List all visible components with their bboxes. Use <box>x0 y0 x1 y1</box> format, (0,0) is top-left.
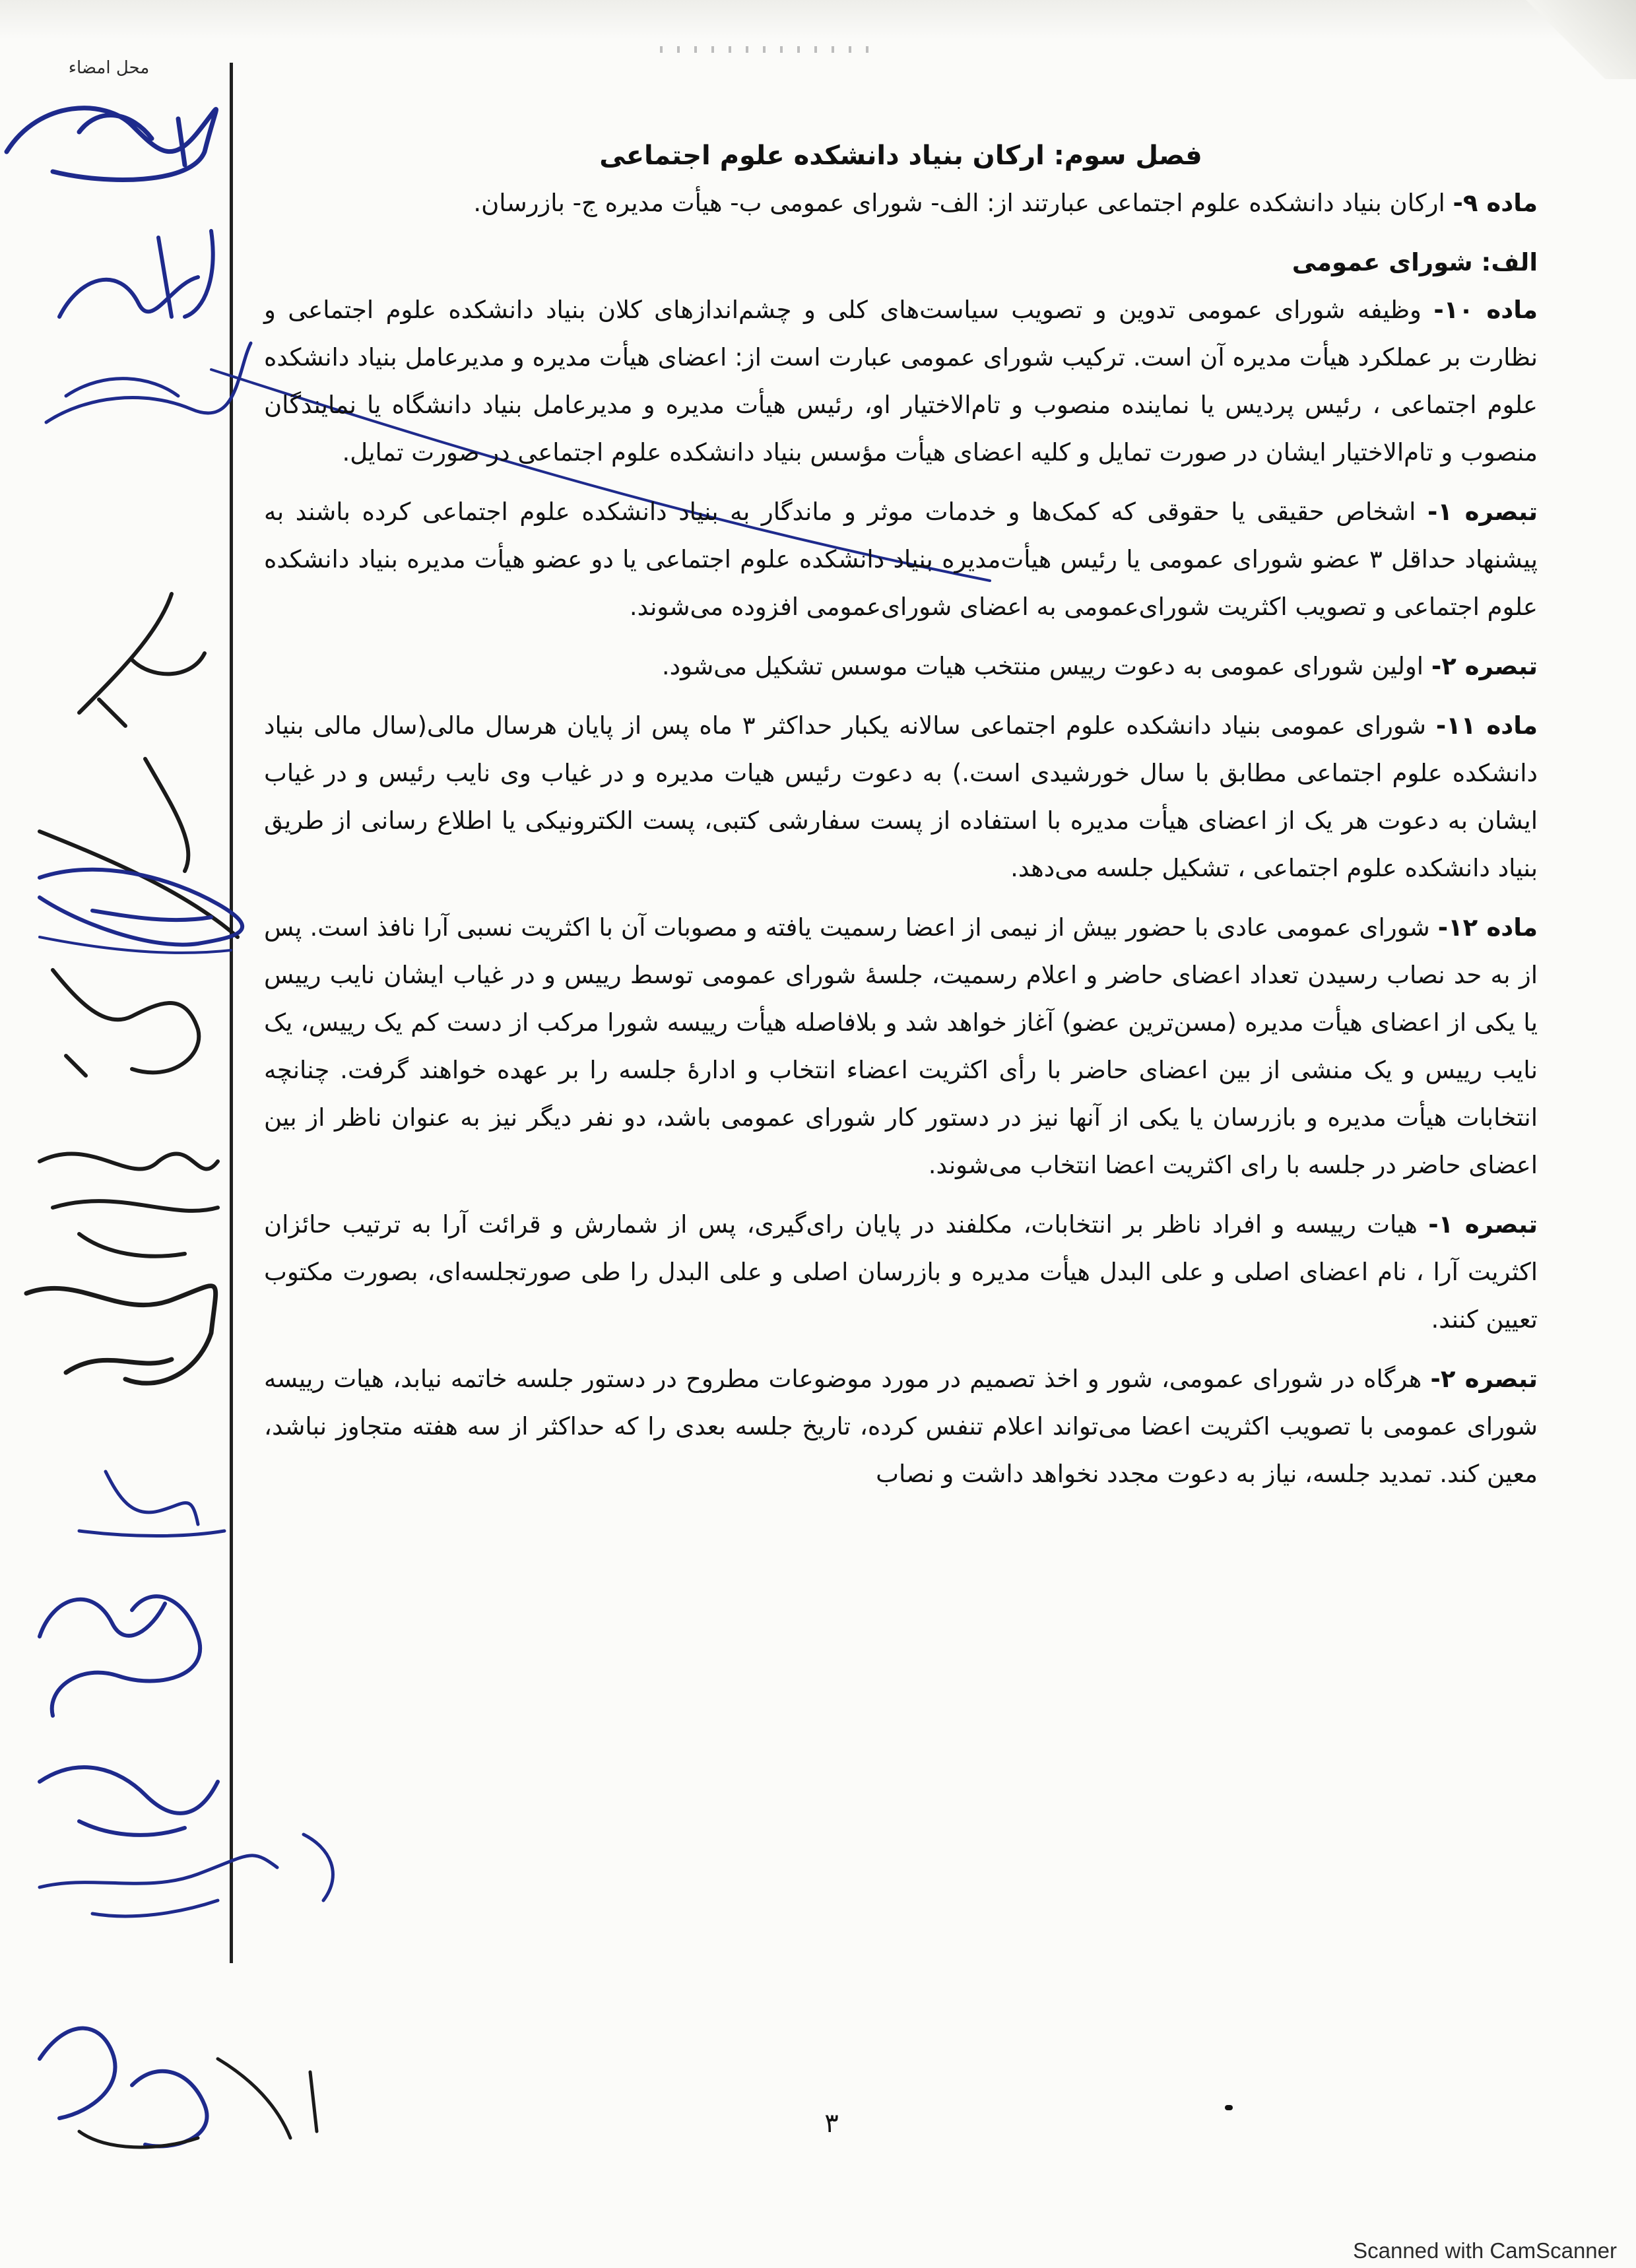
signature-6 <box>40 870 242 945</box>
article-12-note-1-label: تبصره ۱- <box>1428 1210 1538 1239</box>
article-12-note-2-text: هرگاه در شورای عمومی، شور و اخذ تصمیم در مورد موضوعات مطروح در دستور جلسه خاتمه نیابد، هیات رییسه شورای عمومی با تصویب اکثریت اعضا می‌تواند اعلام تنفس کرده، تاریخ جلسه بعدی را که حداکثر از سه هفته متجاوز نباشد، معین کند. تمدید جلسه، نیاز به دعوت مجدد نخواهد داشت و نصاب <box>264 1365 1538 1488</box>
article-12 <box>264 904 1538 1189</box>
page-number: ۳ <box>824 2108 839 2139</box>
signature-3 <box>46 343 251 422</box>
article-10-label: ماده ۱۰- <box>1433 296 1538 324</box>
signature-5 <box>40 759 238 937</box>
signature-1 <box>7 108 216 180</box>
article-10-note-1-text: اشخاص حقیقی یا حقوقی که کمک‌ها و خدمات موثر و ماندگار به بنیاد دانشکده علوم اجتماعی کرده باشند به پیشنهاد حداقل ۳ عضو شورای عمومی یا رئیس هیأت‌مدیره بنیاد دانشکده علوم اجتماعی یا دو عضو هیأت مدیره بنیاد دانشکده علوم اجتماعی و تصویب اکثریت شورای‌عمومی به اعضای شورای‌عمومی افزوده می‌شوند. <box>264 498 1538 621</box>
signature-1b <box>79 115 185 165</box>
article-11-label: ماده ۱۱- <box>1435 711 1538 740</box>
document-body <box>264 132 1538 1510</box>
article-10-note-2 <box>264 643 1538 690</box>
section-a-title: الف: شورای عمومی <box>1292 248 1538 276</box>
signature-area-label: محل امضاء <box>68 58 150 78</box>
signature-12 <box>40 1767 218 1835</box>
article-10-note-2-text: اولین شورای عمومی به دعوت رییس منتخب هیات موسس تشکیل می‌شود. <box>661 652 1424 680</box>
signature-9 <box>26 1286 216 1383</box>
article-10-note-1 <box>264 488 1538 631</box>
article-9 <box>264 179 1538 227</box>
article-10 <box>264 286 1538 476</box>
article-9-label: ماده ۹- <box>1453 189 1538 217</box>
signature-8 <box>40 1153 218 1256</box>
article-12-text: شورای عمومی عادی با حضور بیش از نیمی از اعضا رسمیت یافته و مصوبات آن با اکثریت نسبی آرا نافذ است. پس از به حد نصاب رسیدن تعداد اعضای حاضر و اعلام رسمیت، جلسهٔ شورای عمومی توسط رییس و در غیاب ایشان نایب رییس یا یکی از اعضای هیأت مدیره (مسن‌ترین عضو) آغاز خواهد شد و بلافاصله هیأت رییسه شورا مرکب از دست کم یک رییس، یک نایب رییس و یک منشی از بین اعضای حاضر با رأی اکثریت اعضاء انتخاب و ادارهٔ جلسه را بر عهده خواهند گرفت. چنانچه انتخابات هیأت مدیره و بازرسان یا یکی از آنها نیز در دستور کار شورای عمومی باشد، دو نفر دیگر نیز به عنوان ناظر از بین اعضای حاضر در جلسه با رای اکثریت اعضا انتخاب می‌شوند. <box>264 913 1538 1179</box>
article-11-text: شورای عمومی بنیاد دانشکده علوم اجتماعی سالانه یکبار حداکثر ۳ ماه پس از پایان هرسال مالی(سال مالی بنیاد دانشکده علوم اجتماعی مطابق با سال خورشیدی است.) به دعوت رئیس هیات مدیره و در غیاب وی نایب رئیس و در غیاب ایشان به دعوت هر یک از اعضای هیأت مدیره با استفاده از پست سفارشی کتبی، پست الکترونیکی یا اطلاع رسانی از طریق بنیاد دانشکده علوم اجتماعی ، تشکیل جلسه می‌دهد. <box>264 711 1538 882</box>
signature-14 <box>40 2028 207 2147</box>
signature-7 <box>53 970 199 1076</box>
article-11 <box>264 702 1538 892</box>
article-12-note-1-text: هیات رییسه و افراد ناظر بر انتخابات، مکلفند در پایان رای‌گیری، پس از شمارش و قرائت آرا به ترتیب حائزان اکثریت آرا ، نام اعضای اصلی و علی البدل هیأت مدیره و بازرسان اصلی و علی البدل را طی صورتجلسه‌ای، بصورت مکتوب تعیین کنند. <box>264 1210 1538 1334</box>
article-10-note-1-label: تبصره ۱- <box>1427 498 1538 526</box>
signature-13 <box>40 1834 333 1916</box>
article-12-note-2-label: تبصره ۲- <box>1430 1365 1538 1393</box>
article-10-note-2-label: تبصره ۲- <box>1431 652 1538 680</box>
article-10-text: وظیفه شورای عمومی تدوین و تصویب سیاست‌های کلی و چشم‌اندازهای کلان بنیاد دانشکده علوم اجتماعی و نظارت بر عملکرد هیأت مدیره آن است. ترکیب شورای عمومی عبارت است از: اعضای هیأت مدیره و مدیرعامل بنیاد دانشکده علوم اجتماعی ، رئیس پردیس یا نماینده منصوب و تام‌الاختیار او، رئیس هیأت مدیره و مدیرعامل بنیاد دانشگاه یا نمایندگان منصوب و تام‌الاختیار ایشان در صورت تمایل و کلیه اعضای هیأت مؤسس بنیاد دانشکده علوم اجتماعی در صورت تمایل. <box>264 296 1538 467</box>
article-12-note-2 <box>264 1355 1538 1498</box>
signature-11 <box>40 1596 200 1716</box>
article-12-label: ماده ۱۲- <box>1437 913 1538 942</box>
signature-10 <box>79 1472 224 1536</box>
article-12-note-1 <box>264 1201 1538 1344</box>
scanner-watermark: Scanned with CamScanner <box>1353 2238 1617 2263</box>
chapter-title: فصل سوم: ارکان بنیاد دانشکده علوم اجتماعی <box>599 141 1202 171</box>
ink-dot <box>1225 2105 1233 2110</box>
signature-2 <box>59 231 213 317</box>
article-9-text: ارکان بنیاد دانشکده علوم اجتماعی عبارتند از: الف- شورای عمومی ب- هیأت مدیره ج- بازرسان. <box>473 189 1445 217</box>
signature-4 <box>79 594 205 726</box>
